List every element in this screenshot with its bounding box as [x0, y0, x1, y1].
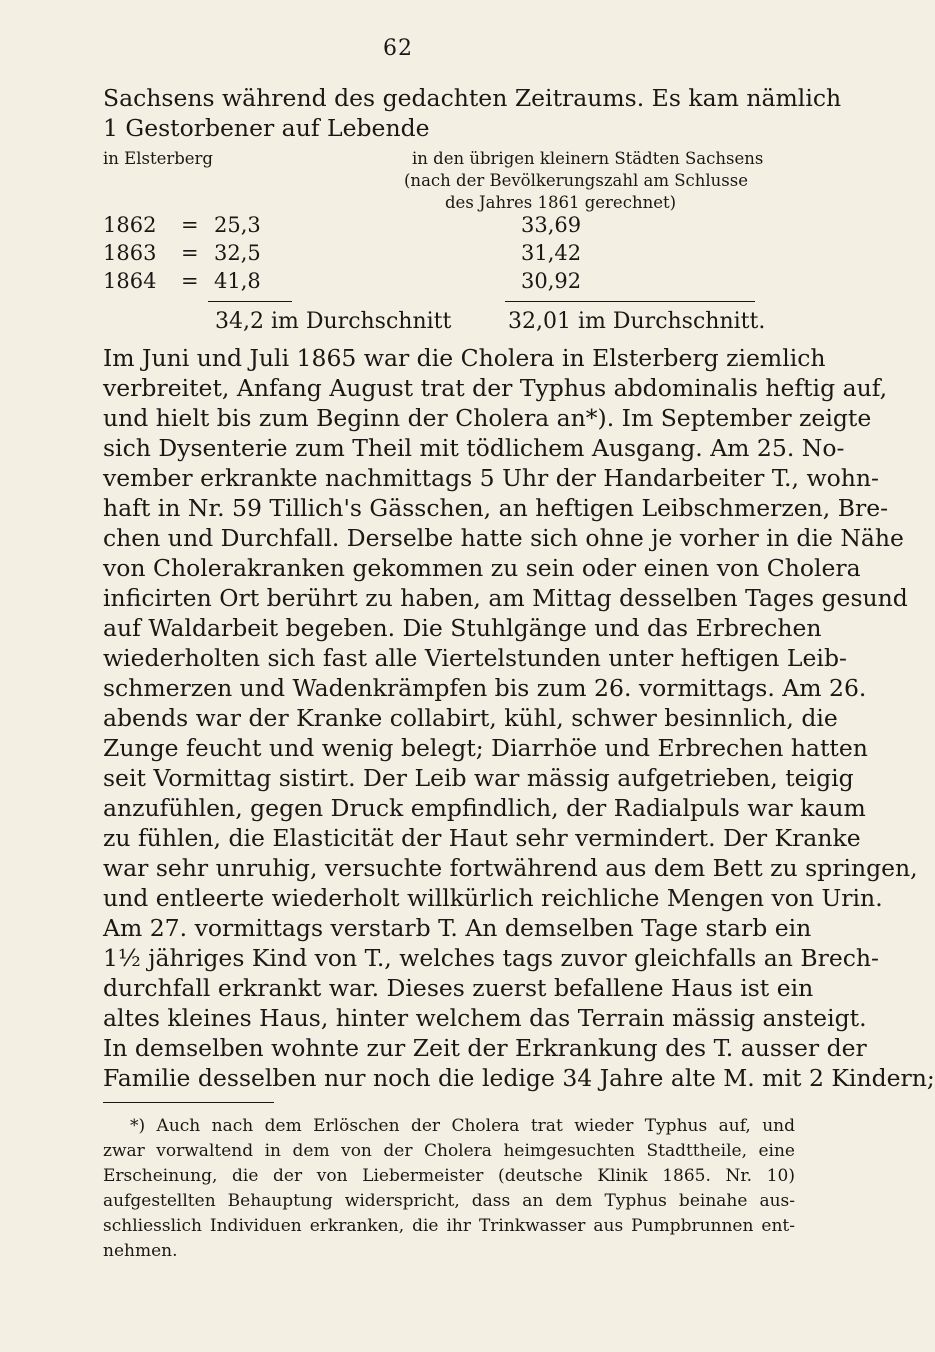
body-line: zu fühlen, die Elasticität der Haut sehr vermindert. Der Kranke: [103, 824, 861, 852]
row-saxony-value: 31,42: [521, 241, 582, 265]
footnote-line: *) Auch nach dem Erlöschen der Cholera trat wieder Typhus auf, und: [130, 1116, 795, 1136]
body-line: haft in Nr. 59 Tillich's Gässchen, an heftigen Leibschmerzen, Bre-: [103, 494, 889, 522]
row-year: 1862: [103, 213, 157, 237]
body-line: war sehr unruhig, versuchte fortwährend aus dem Bett zu springen,: [103, 854, 918, 882]
table-row: [103, 269, 582, 293]
body-line: durchfall erkrankt war. Dieses zuerst befallene Haus ist ein: [103, 974, 814, 1002]
body-line: abends war der Kranke collabirt, kühl, schwer besinnlich, die: [103, 704, 838, 732]
body-line: von Cholerakranken gekommen zu sein oder einen von Cholera: [103, 554, 861, 582]
body-line: vember erkrankte nachmittags 5 Uhr der Handarbeiter T., wohn-: [103, 464, 879, 492]
footnote-line: Erscheinung, die der von Liebermeister (deutsche Klinik 1865. Nr. 10): [103, 1166, 795, 1186]
body-line: In demselben wohnte zur Zeit der Erkrankung des T. ausser der: [103, 1034, 867, 1062]
body-line: anzufühlen, gegen Druck empfindlich, der Radialpuls war kaum: [103, 794, 866, 822]
sum-rule-left: [208, 301, 292, 302]
body-line: altes kleines Haus, hinter welchem das Terrain mässig ansteigt.: [103, 1004, 867, 1032]
body-line: verbreitet, Anfang August trat der Typhus abdominalis heftig auf,: [103, 374, 888, 402]
table-header-elsterberg: in Elsterberg: [103, 149, 213, 168]
footnote-line: aufgestellten Behauptung widerspricht, dass an dem Typhus beinahe aus-: [103, 1191, 795, 1211]
body-line: schmerzen und Wadenkrämpfen bis zum 26. vormittags. Am 26.: [103, 674, 867, 702]
sum-rule-right: [505, 301, 755, 302]
body-line: auf Waldarbeit begeben. Die Stuhlgänge und das Erbrechen: [103, 614, 822, 642]
footnote-line: schliesslich Individuen erkranken, die ihr Trinkwasser aus Pumpbrunnen ent-: [103, 1216, 795, 1236]
average-saxony: 32,01 im Durchschnitt.: [508, 309, 766, 334]
body-line: Familie desselben nur noch die ledige 34 Jahre alte M. mit 2 Kindern;: [103, 1064, 935, 1092]
body-line: sich Dysenterie zum Theil mit tödlichem Ausgang. Am 25. No-: [103, 434, 845, 462]
table-header-saxony-3: des Jahres 1861 gerechnet): [445, 193, 677, 212]
intro-line-2: 1 Gestorbener auf Lebende: [103, 114, 430, 142]
row-year: 1864: [103, 269, 157, 293]
table-row: [103, 213, 582, 237]
table-row: [103, 241, 582, 265]
table-header-saxony-2: (nach der Bevölkerungszahl am Schlusse: [404, 171, 749, 190]
intro-line-1: Sachsens während des gedachten Zeitraums. Es kam nämlich: [103, 84, 842, 112]
footnote-line: nehmen.: [103, 1241, 178, 1261]
body-line: chen und Durchfall. Derselbe hatte sich ohne je vorher in die Nähe: [103, 524, 904, 552]
row-elsterberg-value: 41,8: [214, 269, 261, 293]
body-line: wiederholten sich fast alle Viertelstunden unter heftigen Leib-: [103, 644, 847, 672]
row-elsterberg-value: 32,5: [214, 241, 261, 265]
page-number: 62: [383, 36, 413, 61]
body-line: Am 27. vormittags verstarb T. An demselben Tage starb ein: [103, 914, 812, 942]
row-equals: =: [181, 241, 199, 265]
row-equals: =: [181, 213, 199, 237]
body-line: Zunge feucht und wenig belegt; Diarrhöe und Erbrechen hatten: [103, 734, 868, 762]
row-equals: =: [181, 269, 199, 293]
average-elsterberg: 34,2 im Durchschnitt: [215, 309, 452, 334]
body-line: 1½ jähriges Kind von T., welches tags zuvor gleichfalls an Brech-: [103, 944, 879, 972]
footnote-separator: [103, 1102, 274, 1103]
row-elsterberg-value: 25,3: [214, 213, 261, 237]
body-line: inficirten Ort berührt zu haben, am Mittag desselben Tages gesund: [103, 584, 908, 612]
body-line: seit Vormittag sistirt. Der Leib war mässig aufgetrieben, teigig: [103, 764, 854, 792]
body-line: und hielt bis zum Beginn der Cholera an*). Im September zeigte: [103, 404, 872, 432]
footnote-line: zwar vorwaltend in dem von der Cholera heimgesuchten Stadttheile, eine: [103, 1141, 795, 1161]
body-line: Im Juni und Juli 1865 war die Cholera in Elsterberg ziemlich: [103, 344, 826, 372]
row-saxony-value: 33,69: [521, 213, 582, 237]
table-header-saxony-1: in den übrigen kleinern Städten Sachsens: [412, 149, 764, 168]
row-year: 1863: [103, 241, 157, 265]
row-saxony-value: 30,92: [521, 269, 582, 293]
body-line: und entleerte wiederholt willkürlich reichliche Mengen von Urin.: [103, 884, 883, 912]
